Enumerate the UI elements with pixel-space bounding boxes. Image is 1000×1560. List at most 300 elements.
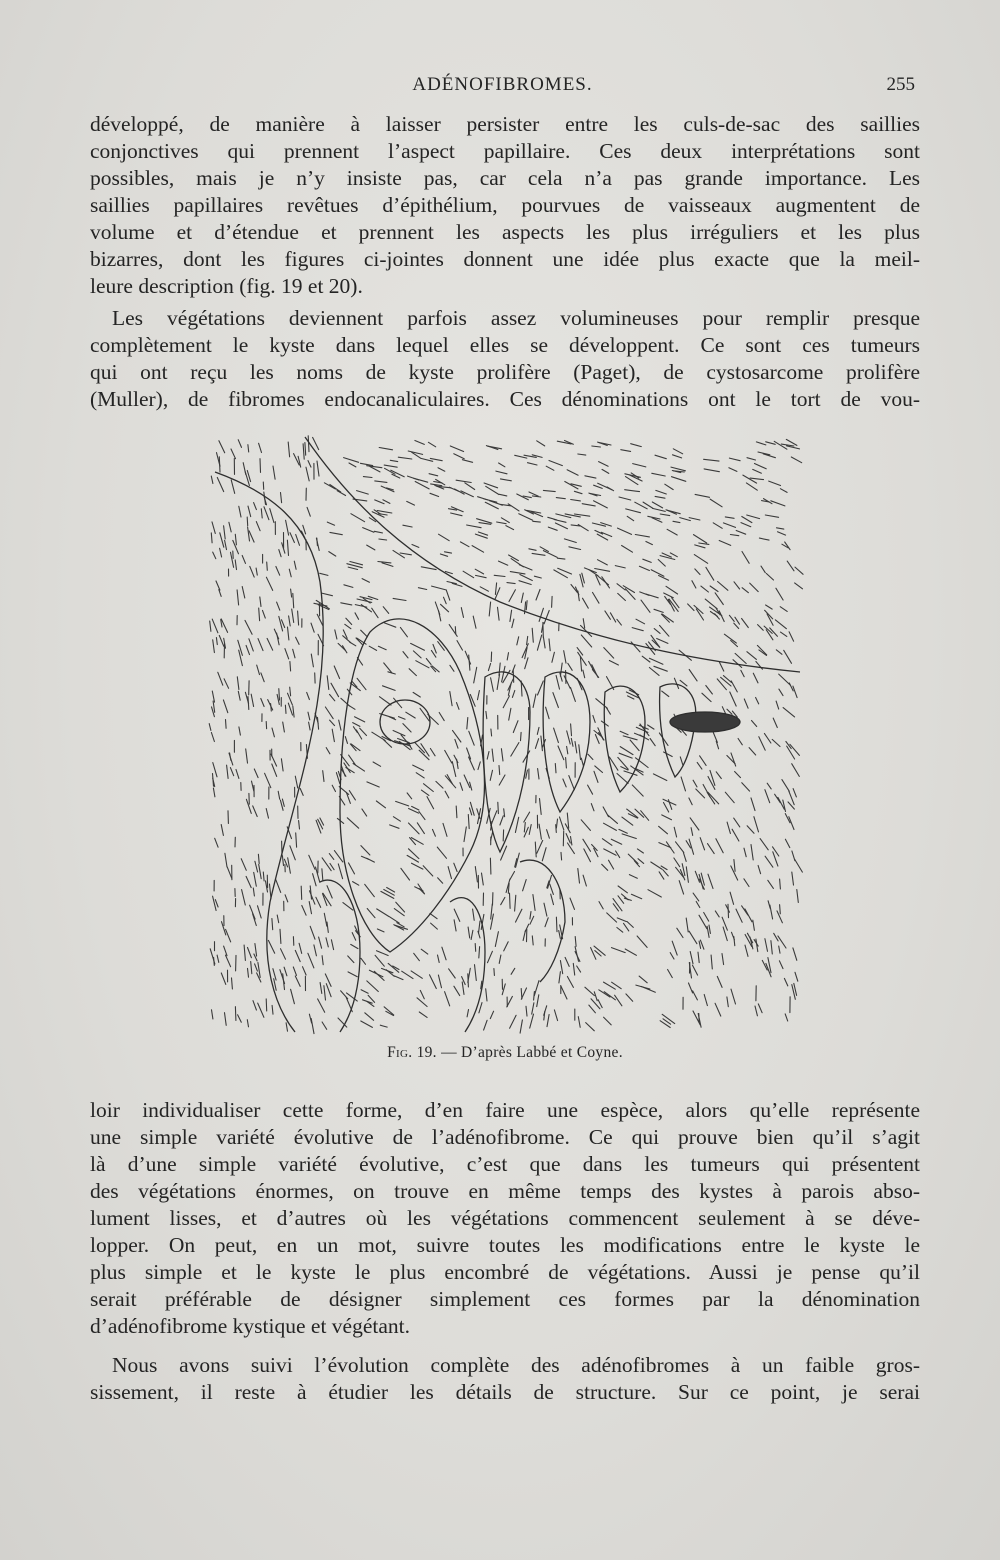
hatch-stroke: [544, 903, 547, 916]
hatch-stroke: [783, 708, 795, 717]
hatch-stroke: [470, 808, 472, 815]
hatch-stroke: [693, 965, 698, 975]
hatch-stroke: [526, 1006, 527, 1016]
hatch-stroke: [604, 1017, 612, 1025]
hatch-stroke: [248, 968, 249, 977]
hatch-stroke: [457, 641, 463, 651]
hatch-stroke: [289, 616, 291, 626]
figure-caption: [90, 1044, 920, 1062]
hatch-stroke: [599, 462, 609, 467]
hatch-stroke: [715, 911, 719, 917]
hatch-stroke: [734, 582, 740, 589]
hatch-stroke: [261, 673, 264, 682]
hatch-stroke: [464, 827, 466, 842]
hatch-stroke: [626, 994, 633, 1001]
hatch-stroke: [224, 946, 227, 956]
hatch-stroke: [653, 508, 666, 511]
hatch-stroke: [248, 948, 252, 958]
hatch-stroke: [475, 569, 483, 574]
hatch-stroke: [247, 517, 248, 526]
hatch-stroke: [537, 840, 543, 853]
hatch-stroke: [484, 1020, 488, 1030]
hatch-stroke: [793, 948, 797, 960]
hatch-stroke: [293, 649, 295, 658]
hatch-stroke: [549, 461, 562, 466]
hatch-stroke: [510, 893, 511, 908]
hatch-stroke: [355, 613, 359, 620]
hatch-stroke: [544, 1011, 545, 1020]
hatch-stroke: [734, 818, 740, 827]
hatch-stroke: [754, 817, 759, 832]
hatch-stroke: [348, 956, 354, 963]
hatch-stroke: [699, 941, 701, 948]
hatch-stroke: [367, 466, 382, 468]
hatch-stroke: [693, 893, 699, 901]
hatch-stroke: [648, 725, 654, 729]
hatch-stroke: [478, 532, 487, 535]
hatch-stroke: [775, 794, 781, 802]
hatch-stroke: [330, 485, 341, 492]
hatch-stroke: [279, 689, 280, 700]
hatch-stroke: [533, 694, 536, 707]
hatch-stroke: [339, 720, 341, 730]
hatch-stroke: [551, 894, 554, 905]
hatch-stroke: [632, 785, 643, 796]
hatch-stroke: [255, 944, 257, 957]
hatch-stroke: [320, 983, 322, 994]
hatch-stroke: [765, 939, 768, 952]
hatch-stroke: [374, 971, 384, 980]
hatch-stroke: [448, 867, 451, 879]
hatch-stroke: [440, 554, 447, 556]
hatch-stroke: [344, 585, 353, 588]
text-line: là d’une simple variété évolutive, c’est que dans les tumeurs qui présentent: [90, 1152, 920, 1176]
hatch-stroke: [781, 632, 787, 636]
hatch-stroke: [624, 771, 637, 775]
text-line: complètement le kyste dans lequel elles se développent. Ce sont ces tumeurs: [90, 333, 920, 357]
hatch-stroke: [570, 898, 575, 909]
hatch-stroke: [353, 764, 364, 772]
hatch-stroke: [213, 896, 217, 910]
hatch-stroke: [594, 485, 603, 488]
hatch-stroke: [564, 676, 570, 689]
hatch-stroke: [279, 550, 281, 557]
hatch-stroke: [491, 904, 493, 919]
hatch-stroke: [282, 799, 284, 806]
hatch-stroke: [412, 863, 423, 869]
hatch-stroke: [574, 491, 582, 493]
hatch-stroke: [554, 1010, 557, 1021]
hatch-stroke: [361, 990, 368, 994]
hatch-stroke: [292, 609, 294, 622]
hatch-stroke: [409, 823, 420, 834]
hatch-stroke: [290, 687, 291, 696]
hatch-stroke: [795, 972, 798, 981]
hatch-stroke: [476, 575, 487, 577]
hatch-stroke: [715, 593, 723, 605]
hatch-stroke: [411, 971, 422, 978]
hatch-stroke: [327, 922, 328, 932]
hatch-stroke: [499, 955, 501, 963]
hatch-stroke: [313, 437, 319, 449]
hatch-stroke: [445, 776, 455, 788]
hatch-stroke: [696, 789, 705, 798]
hatch-stroke: [591, 804, 594, 811]
hatch-stroke: [322, 956, 323, 965]
hatch-stroke: [256, 568, 257, 575]
running-head: ADÉNOFIBROMES.: [412, 74, 593, 95]
hatch-stroke: [749, 748, 756, 755]
hatch-stroke: [741, 670, 744, 676]
hatch-stroke: [571, 738, 573, 746]
hatch-stroke: [517, 637, 519, 645]
hatch-stroke: [367, 545, 375, 550]
hatch-stroke: [432, 586, 447, 590]
hatch-stroke: [532, 553, 545, 555]
hatch-stroke: [732, 829, 739, 841]
hatch-stroke: [701, 586, 709, 592]
hatch-stroke: [543, 551, 557, 558]
hatch-stroke: [785, 839, 789, 847]
hatch-stroke: [330, 532, 342, 534]
hatch-stroke: [471, 930, 473, 939]
hatch-stroke: [686, 867, 688, 883]
hatch-stroke: [776, 588, 783, 600]
hatch-stroke: [724, 634, 736, 643]
hatch-stroke: [416, 661, 429, 668]
hatch-stroke: [668, 800, 671, 810]
text-line: lument lisses, et d’autres où les végétations commencent seulement à se déve-: [90, 1206, 920, 1230]
hatch-stroke: [326, 748, 330, 754]
text-line: (Muller), de fibromes endocanaliculaires. Ces dénominations ont le tort de vou-: [90, 387, 920, 411]
hatch-stroke: [556, 819, 557, 828]
hatch-stroke: [689, 931, 697, 944]
hatch-stroke: [374, 531, 382, 533]
hatch-stroke: [565, 957, 569, 966]
hatch-stroke: [658, 560, 665, 567]
hatch-stroke: [532, 1003, 534, 1014]
hatch-stroke: [618, 896, 624, 904]
hatch-stroke: [534, 576, 541, 578]
hatch-stroke: [784, 650, 792, 663]
hatch-stroke: [539, 824, 541, 839]
hatch-stroke: [633, 464, 646, 467]
hatch-stroke: [290, 662, 291, 671]
hatch-stroke: [718, 582, 728, 591]
hatch-stroke: [246, 876, 251, 887]
hatch-stroke: [769, 481, 781, 485]
hatch-stroke: [361, 846, 370, 855]
hatch-stroke: [588, 785, 593, 794]
hatch-stroke: [705, 599, 717, 609]
hatch-stroke: [454, 986, 460, 995]
hatch-stroke: [750, 478, 763, 480]
hatch-stroke: [753, 920, 755, 930]
hatch-stroke: [774, 441, 787, 449]
hatch-stroke: [774, 933, 778, 941]
hatch-stroke: [213, 640, 215, 653]
hatch-stroke: [731, 989, 736, 1004]
hatch-stroke: [787, 561, 794, 571]
hatch-stroke: [511, 968, 515, 974]
hatch-stroke: [361, 1021, 373, 1027]
hatch-stroke: [496, 471, 507, 474]
hatch-stroke: [776, 650, 782, 655]
hatch-stroke: [266, 577, 272, 590]
hatch-stroke: [707, 926, 709, 937]
hatch-stroke: [639, 976, 647, 983]
hatch-stroke: [446, 590, 449, 600]
hatch-stroke: [746, 483, 757, 490]
hatch-stroke: [439, 534, 450, 541]
hatch-stroke: [330, 864, 334, 870]
hatch-stroke: [655, 455, 666, 459]
hatch-stroke: [569, 547, 581, 550]
hatch-stroke: [382, 563, 393, 567]
hatch-stroke: [360, 728, 367, 735]
hatch-stroke: [331, 940, 333, 950]
hatch-stroke: [363, 477, 372, 478]
hatch-stroke: [324, 483, 335, 489]
hatch-stroke: [771, 501, 785, 506]
hatch-stroke: [569, 776, 575, 790]
hatch-stroke: [598, 560, 608, 565]
hatch-stroke: [378, 562, 391, 563]
hatch-stroke: [727, 822, 730, 833]
hatch-stroke: [307, 692, 310, 699]
hatch-stroke: [530, 912, 531, 920]
hatch-stroke: [575, 742, 577, 753]
hatch-stroke: [277, 915, 279, 923]
hatch-stroke: [758, 866, 761, 874]
hatch-stroke: [578, 869, 580, 884]
hatch-stroke: [766, 574, 773, 581]
hatch-stroke: [784, 978, 787, 986]
hatch-stroke: [230, 768, 233, 776]
hatch-stroke: [309, 722, 311, 730]
hatch-stroke: [286, 1023, 287, 1031]
hatch-stroke: [383, 686, 396, 691]
hatch-stroke: [759, 538, 769, 540]
hatch-stroke: [591, 948, 596, 960]
hatch-stroke: [442, 947, 446, 960]
hatch-stroke: [674, 471, 685, 472]
hatch-stroke: [375, 500, 384, 504]
hatch-stroke: [430, 493, 439, 496]
hatch-stroke: [713, 733, 717, 743]
hatch-stroke: [349, 463, 356, 467]
hatch-stroke: [348, 567, 357, 569]
hatch-stroke: [695, 871, 699, 882]
hatch-stroke: [525, 658, 528, 669]
hatch-stroke: [651, 862, 662, 869]
hatch-stroke: [270, 509, 274, 523]
hatch-stroke: [618, 886, 627, 893]
hatch-stroke: [375, 481, 387, 483]
hatch-stroke: [559, 972, 561, 983]
hatch-stroke: [486, 989, 487, 1001]
hatch-stroke: [538, 681, 544, 695]
hatch-stroke: [501, 479, 512, 481]
hatch-stroke: [285, 705, 286, 713]
hatch-stroke: [513, 670, 514, 682]
hatch-stroke: [444, 597, 447, 604]
hatch-stroke: [555, 523, 567, 529]
hatch-stroke: [260, 459, 261, 473]
hatch-stroke: [492, 749, 493, 761]
hatch-stroke: [411, 643, 425, 650]
hatch-stroke: [779, 674, 791, 685]
hatch-stroke: [588, 754, 593, 759]
hatch-stroke: [424, 784, 434, 792]
hatch-stroke: [753, 469, 762, 473]
hatch-stroke: [670, 553, 677, 557]
hatch-stroke: [430, 458, 442, 460]
hatch-stroke: [261, 699, 264, 707]
hatch-stroke: [324, 986, 326, 1000]
hatch-stroke: [302, 906, 306, 916]
hatch-stroke: [319, 937, 322, 948]
hatch-stroke: [413, 765, 424, 770]
hatch-stroke: [322, 858, 331, 871]
hatch-stroke: [722, 954, 724, 965]
hatch-stroke: [430, 749, 435, 756]
hatch-stroke: [756, 698, 759, 704]
hatch-stroke: [736, 531, 746, 535]
hatch-stroke: [583, 670, 585, 678]
hatch-stroke: [209, 724, 211, 731]
hatch-stroke: [719, 611, 724, 622]
hatch-stroke: [345, 624, 351, 628]
hatch-stroke: [343, 903, 353, 911]
hatch-stroke: [561, 986, 567, 999]
hatch-stroke: [326, 938, 328, 947]
hatch-stroke: [238, 691, 240, 700]
hatch-stroke: [523, 931, 525, 941]
hatch-stroke: [224, 679, 229, 689]
hatch-stroke: [627, 922, 633, 928]
hatch-stroke: [254, 872, 257, 886]
hatch-stroke: [332, 729, 334, 741]
hatch-stroke: [575, 952, 580, 962]
hatch-stroke: [406, 712, 415, 718]
hatch-stroke: [495, 932, 498, 947]
hatch-stroke: [582, 504, 595, 506]
hatch-stroke: [445, 791, 449, 798]
hatch-stroke: [595, 735, 599, 744]
hatch-stroke: [571, 500, 581, 501]
hatch-stroke: [285, 649, 289, 659]
hatch-stroke: [249, 639, 253, 651]
hatch-stroke: [361, 630, 368, 637]
hatch-stroke: [380, 697, 392, 705]
hatch-stroke: [642, 656, 650, 662]
hatch-stroke: [212, 522, 215, 534]
hatch-stroke: [309, 902, 311, 914]
hatch-stroke: [241, 859, 246, 871]
hatch-stroke: [583, 619, 585, 628]
hatch-stroke: [277, 602, 280, 610]
hatch-stroke: [637, 936, 647, 947]
hatch-stroke: [486, 711, 487, 718]
hatch-stroke: [698, 952, 699, 962]
hatch-stroke: [439, 611, 441, 621]
hatch-stroke: [390, 825, 399, 828]
hatch-stroke: [704, 913, 709, 922]
hatch-stroke: [766, 605, 773, 609]
hatch-stroke: [253, 888, 254, 896]
hatch-stroke: [393, 598, 406, 600]
hatch-stroke: [654, 629, 660, 634]
hatch-stroke: [618, 593, 626, 600]
hatch-stroke: [524, 812, 530, 822]
hatch-stroke: [584, 849, 591, 862]
hatch-stroke: [329, 854, 334, 860]
hatch-stroke: [604, 648, 614, 659]
hatch-stroke: [226, 720, 227, 729]
hatch-stroke: [666, 586, 678, 594]
hatch-stroke: [475, 867, 477, 882]
hatch-stroke: [567, 813, 568, 828]
hatch-stroke: [611, 839, 621, 844]
hatch-stroke: [367, 909, 375, 918]
hatch-stroke: [465, 483, 475, 490]
hatch-stroke: [232, 978, 233, 989]
hatch-stroke: [408, 451, 422, 454]
hatch-stroke: [355, 717, 365, 722]
hatch-stroke: [403, 724, 411, 732]
hatch-stroke: [567, 731, 571, 744]
hatch-stroke: [443, 823, 447, 836]
hatch-stroke: [566, 758, 567, 769]
hatch-stroke: [278, 791, 280, 799]
hatch-stroke: [575, 937, 576, 947]
hatch-stroke: [494, 969, 495, 976]
hatch-stroke: [310, 926, 315, 939]
hatch-stroke: [369, 646, 376, 650]
hatch-stroke: [561, 852, 562, 860]
hatch-stroke: [368, 995, 375, 1002]
hatch-stroke: [779, 961, 783, 969]
hatch-stroke: [438, 878, 443, 883]
hatch-stroke: [454, 863, 457, 871]
hatch-stroke: [454, 454, 464, 459]
hatch-stroke: [755, 1006, 757, 1016]
hatch-stroke: [593, 592, 600, 603]
hatch-stroke: [491, 678, 494, 692]
hatch-stroke: [250, 905, 256, 919]
hatch-stroke: [478, 691, 480, 700]
hatch-stroke: [218, 672, 223, 685]
hatch-stroke: [519, 514, 533, 521]
hatch-stroke: [634, 861, 639, 867]
hatch-stroke: [546, 466, 554, 470]
hatch-stroke: [373, 762, 381, 766]
hatch-stroke: [662, 691, 669, 696]
hatch-stroke: [399, 717, 406, 720]
hatch-stroke: [751, 845, 753, 860]
hatch-stroke: [723, 676, 731, 683]
hatch-stroke: [258, 639, 263, 651]
hatch-stroke: [755, 464, 767, 469]
hatch-stroke: [213, 552, 216, 559]
hatch-stroke: [585, 987, 595, 995]
hatch-stroke: [356, 730, 361, 739]
figure-19-illustration: [200, 432, 810, 1037]
hatch-stroke: [229, 753, 233, 765]
hatch-stroke: [789, 791, 794, 805]
hatch-stroke: [526, 601, 527, 610]
